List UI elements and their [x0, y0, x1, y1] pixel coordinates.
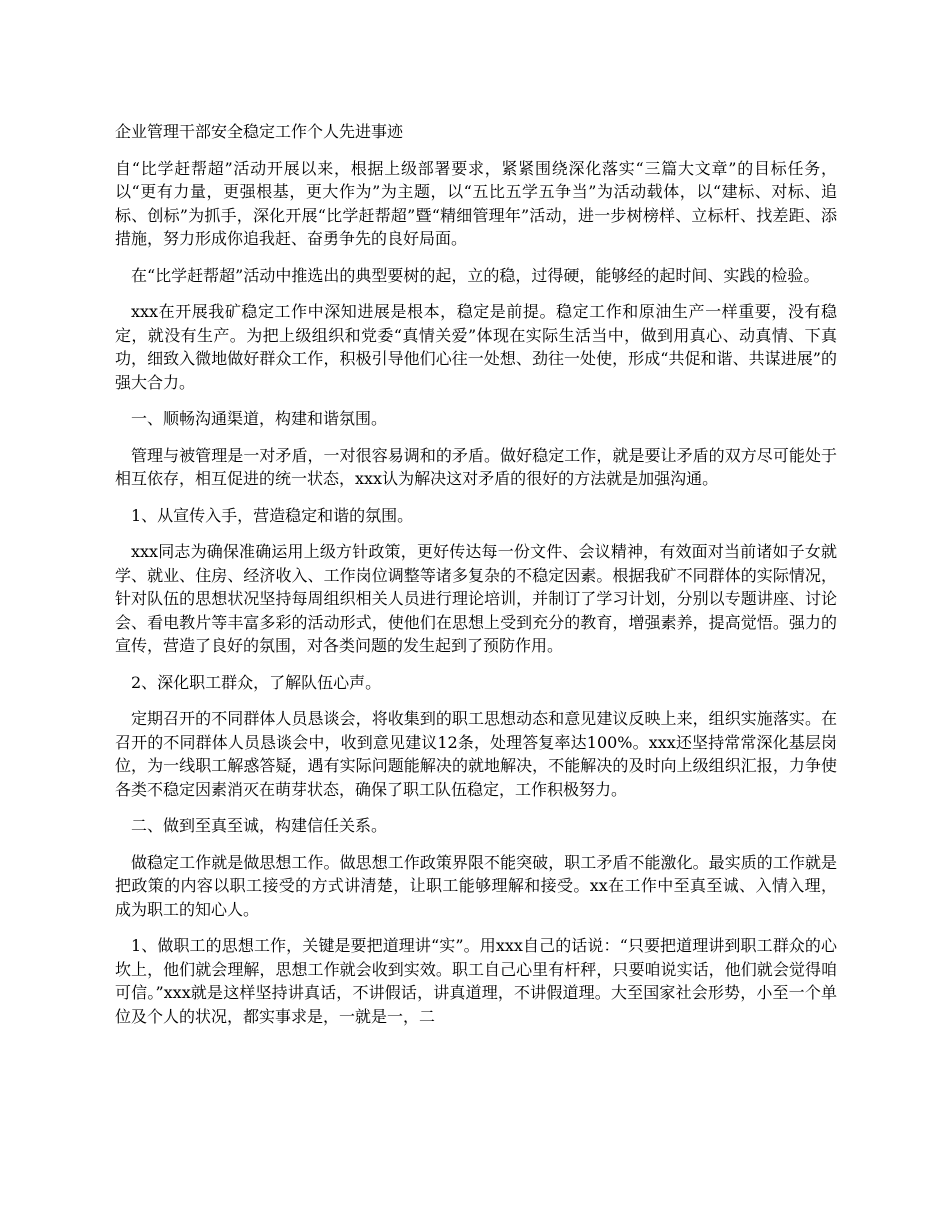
- section-heading-2: 二、做到至真至诚，构建信任关系。: [131, 816, 388, 835]
- paragraph-typical: 在“比学赶帮超”活动中推选出的典型要树的起，立的稳，过得硬，能够经的起时间、实践的检验。: [131, 265, 820, 285]
- document-page: [115, 120, 837, 1041]
- paragraph-communication: 管理与被管理是一对矛盾，一对很容易调和的矛盾。做好稳定工作，就是要让矛盾的双方尽可能处于相互依存，相互促进的统一状态，xxx认为解决这对矛盾的很好的方法就是加强沟通。: [115, 445, 837, 488]
- paragraph-intro: 自“比学赶帮超”活动开展以来，根据上级部署要求，紧紧围绕深化落实“三篇大文章”的目标任务，以“更有力量，更强根基，更大作为”为主题，以“五比五学五争当”为活动载体，以“建标、对标、追标、创标”为抓手，深化开展“比学赶帮超”暨“精细管理年”活动，进一步树榜样、立标杆、找差距、添措施，努力形成你追我赶、奋勇争先的良好局面。: [115, 158, 837, 248]
- paragraph-truth: 1、做职工的思想工作，关键是要把道理讲“实”。用xxx自己的话说：“只要把道理讲到职工群众的心坎上，他们就会理解，思想工作就会收到实效。职工自己心里有杆秤，只要咱说实话，他们就会觉得咱可信。”xxx就是这样坚持讲真话，不讲假话，讲真道理，不讲假道理。大至国家社会形势，小至一个单位及个人的状况，都实事求是，一就是一，二: [115, 936, 837, 1026]
- paragraph-propaganda: xxx同志为确保准确运用上级方针政策，更好传达每一份文件、会议精神，有效面对当前诸如子女就学、就业、住房、经济收入、工作岗位调整等诸多复杂的不稳定因素。根据我矿不同群体的实际情况，针对队伍的思想状况坚持每周组织相关人员进行理论培训，并制订了学习计划，分别以专题讲座、讨论会、看电教片等丰富多彩的活动形式，使他们在思想上受到充分的教育，增强素养，提高觉悟。强力的宣传，营造了良好的氛围，对各类问题的发生起到了预防作用。: [115, 542, 837, 655]
- section-heading-1: 一、顺畅沟通渠道，构建和谐氛围。: [131, 409, 388, 428]
- subheading-1-2: 2、深化职工群众，了解队伍心声。: [131, 672, 382, 692]
- paragraph-meetings: 定期召开的不同群体人员恳谈会，将收集到的职工思想动态和意见建议反映上来，组织实施落实。在召开的不同群体人员恳谈会中，收到意见建议12条，处理答复率达100%。xxx还坚持常常深化基层岗位，为一线职工解惑答疑，遇有实际问题能解决的就地解决，不能解决的及时向上级组织汇报，力争使各类不稳定因素消灭在萌芽状态，确保了职工队伍稳定，工作积极努力。: [115, 709, 837, 799]
- paragraph-stability: xxx在开展我矿稳定工作中深知进展是根本，稳定是前提。稳定工作和原油生产一样重要，没有稳定，就没有生产。为把上级组织和党委“真情关爱”体现在实际生活当中，做到用真心、动真情、下真功，细致入微地做好群众工作，积极引导他们心往一处想、劲往一处使，形成“共促和谐、共谋进展”的强大合力。: [115, 302, 837, 392]
- subheading-1-1: 1、从宣传入手，营造稳定和谐的氛围。: [131, 505, 414, 525]
- document-title: 企业管理干部安全稳定工作个人先进事迹: [115, 122, 404, 141]
- paragraph-ideology: 做稳定工作就是做思想工作。做思想工作政策界限不能突破，职工矛盾不能激化。最实质的工作就是把政策的内容以职工接受的方式讲清楚，让职工能够理解和接受。xx在工作中至真至诚、入情入理，成为职工的知心人。: [115, 852, 837, 919]
